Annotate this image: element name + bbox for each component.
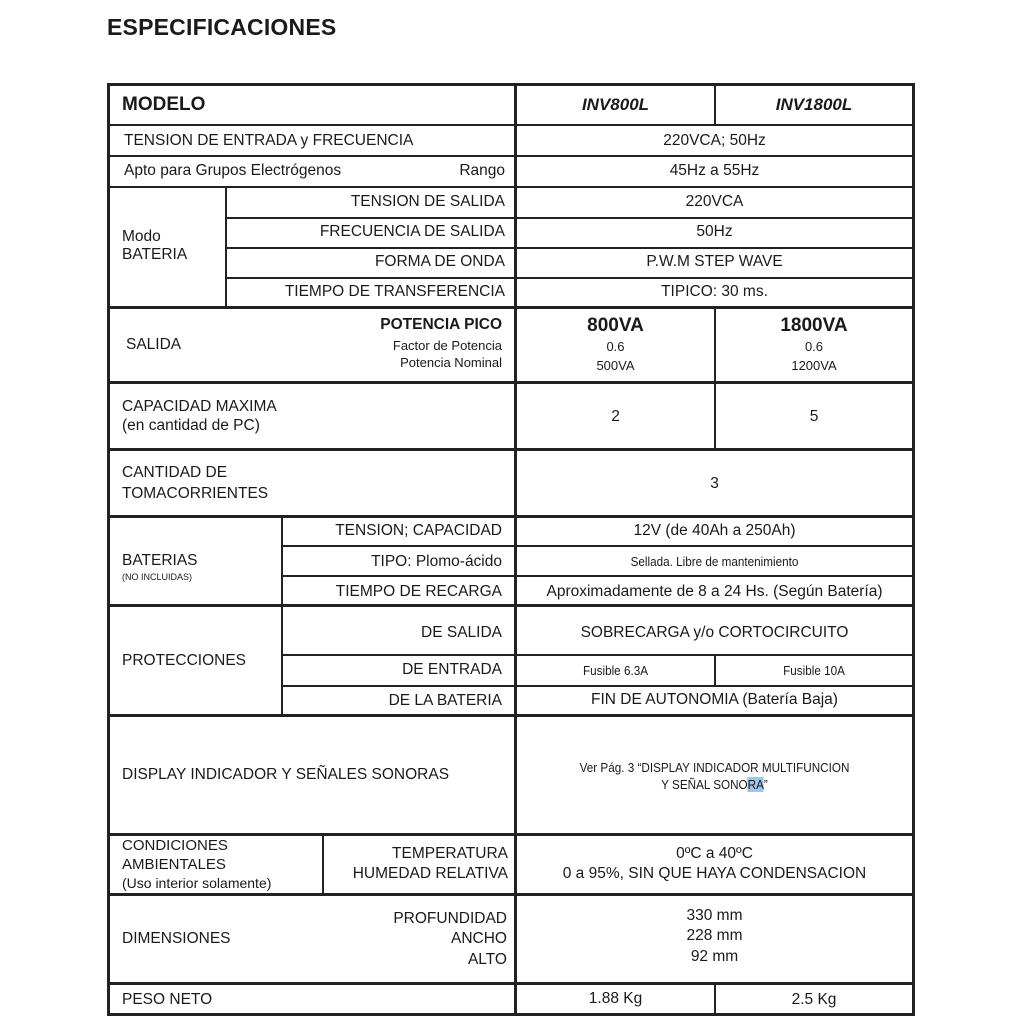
max-capacity-sublabel: (en cantidad de PC) bbox=[122, 417, 260, 434]
power-factor-a: 0.6 bbox=[606, 339, 625, 354]
model-label: MODELO bbox=[122, 94, 206, 115]
width-label: ANCHO bbox=[451, 930, 507, 947]
recharge-time-label: TIEMPO DE RECARGA bbox=[335, 583, 502, 600]
batteries-note: (NO INCLUIDAS) bbox=[122, 572, 193, 582]
input-fuse-b: Fusible 10A bbox=[783, 663, 845, 678]
temperature-value: 0ºC a 40ºC bbox=[676, 845, 753, 862]
outlets-label-line2: TOMACORRIENTES bbox=[122, 485, 269, 502]
peak-power-a: 800VA bbox=[587, 315, 644, 336]
input-fuse-a: Fusible 6.3A bbox=[582, 663, 649, 678]
outlets-value: 3 bbox=[710, 475, 719, 492]
output-frequency-value: 50Hz bbox=[696, 223, 733, 240]
humidity-label: HUMEDAD RELATIVA bbox=[352, 865, 508, 882]
generators-range-label: Rango bbox=[459, 162, 505, 179]
height-label: ALTO bbox=[467, 951, 507, 968]
model-a: INV800L bbox=[581, 95, 650, 114]
protections-label: PROTECCIONES bbox=[122, 652, 247, 669]
dimensions-label: DIMENSIONES bbox=[122, 930, 231, 947]
input-protection-label: DE ENTRADA bbox=[402, 661, 502, 678]
text-selection-highlight: RA bbox=[747, 777, 764, 792]
environment-label: CONDICIONES bbox=[122, 837, 228, 854]
peak-power-label: POTENCIA PICO bbox=[380, 316, 502, 333]
battery-mode-label-line2: BATERIA bbox=[122, 246, 188, 263]
height-value: 92 mm bbox=[690, 948, 739, 965]
output-frequency-label: FRECUENCIA DE SALIDA bbox=[319, 223, 505, 240]
depth-label: PROFUNDIDAD bbox=[393, 910, 507, 927]
output-protection-value: SOBRECARGA y/o CORTOCIRCUITO bbox=[580, 624, 849, 641]
power-factor-b: 0.6 bbox=[804, 339, 824, 354]
battery-protection-value: FIN DE AUTONOMIA (Batería Baja) bbox=[591, 691, 838, 708]
transfer-time-value: TIPICO: 30 ms. bbox=[661, 283, 768, 300]
generators-label: Apto para Grupos Electrógenos bbox=[124, 162, 342, 179]
humidity-value: 0 a 95%, SIN QUE HAYA CONDENSACION bbox=[562, 865, 867, 882]
outlets-label: CANTIDAD DE bbox=[122, 464, 228, 481]
net-weight-b: 2.5 Kg bbox=[791, 991, 837, 1008]
battery-mode-label: Modo bbox=[122, 228, 161, 245]
display-value-line1: Ver Pág. 3 “DISPLAY INDICADOR MULTIFUNCION bbox=[579, 760, 850, 775]
output-voltage-label: TENSION DE SALIDA bbox=[350, 193, 505, 210]
page-title: ESPECIFICACIONES bbox=[107, 14, 337, 40]
output-voltage-value: 220VCA bbox=[685, 193, 744, 210]
input-voltage-label: TENSION DE ENTRADA y FRECUENCIA bbox=[124, 132, 414, 149]
battery-type-label: TIPO: Plomo-ácido bbox=[371, 553, 502, 570]
max-capacity-b: 5 bbox=[809, 408, 819, 425]
width-value: 228 mm bbox=[686, 927, 743, 944]
battery-protection-label: DE LA BATERIA bbox=[388, 692, 502, 709]
waveform-value: P.W.M STEP WAVE bbox=[646, 253, 783, 270]
transfer-time-label: TIEMPO DE TRANSFERENCIA bbox=[284, 283, 505, 300]
max-capacity-label: CAPACIDAD MAXIMA bbox=[122, 398, 277, 415]
model-b: INV1800L bbox=[775, 95, 853, 114]
input-voltage-value: 220VCA; 50Hz bbox=[663, 132, 766, 149]
power-factor-label: Factor de Potencia bbox=[392, 338, 502, 353]
net-weight-label: PESO NETO bbox=[122, 991, 213, 1008]
recharge-time-value: Aproximadamente de 8 a 24 Hs. (Según Batería) bbox=[546, 583, 883, 600]
batteries-label: BATERIAS bbox=[122, 552, 198, 569]
depth-value: 330 mm bbox=[686, 907, 743, 924]
generators-range-value: 45Hz a 55Hz bbox=[669, 162, 760, 179]
peak-power-b: 1800VA bbox=[780, 315, 848, 336]
environment-label-line2: AMBIENTALES bbox=[122, 856, 226, 873]
nominal-power-label: Potencia Nominal bbox=[400, 355, 502, 370]
nominal-power-a: 500VA bbox=[596, 358, 635, 373]
temperature-label: TEMPERATURA bbox=[392, 845, 508, 862]
net-weight-a: 1.88 Kg bbox=[588, 990, 643, 1007]
battery-type-value: Sellada. Libre de mantenimiento bbox=[630, 554, 799, 569]
battery-voltage-value: 12V (de 40Ah a 250Ah) bbox=[633, 522, 796, 539]
environment-note: (Uso interior solamente) bbox=[122, 875, 272, 891]
max-capacity-a: 2 bbox=[611, 408, 620, 425]
battery-voltage-label: TENSION; CAPACIDAD bbox=[335, 522, 502, 539]
nominal-power-b: 1200VA bbox=[791, 358, 837, 373]
output-protection-label: DE SALIDA bbox=[421, 624, 502, 641]
display-value-line2: Y SEÑAL SONORA” bbox=[661, 777, 768, 792]
output-label: SALIDA bbox=[126, 336, 182, 353]
waveform-label: FORMA DE ONDA bbox=[374, 253, 505, 270]
display-label: DISPLAY INDICADOR Y SEÑALES SONORAS bbox=[122, 766, 450, 783]
